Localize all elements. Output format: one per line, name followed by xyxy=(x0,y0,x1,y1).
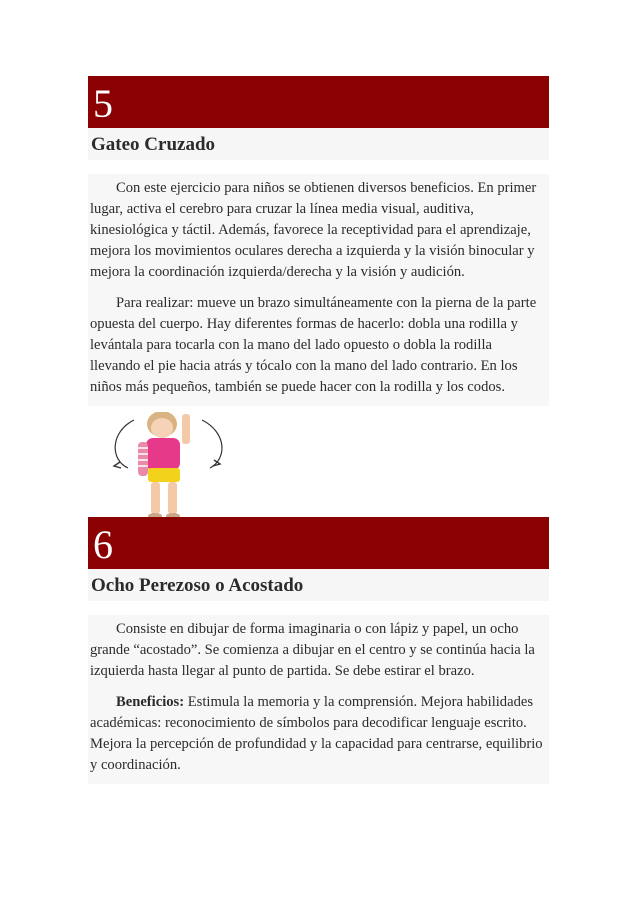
benefits-label: Beneficios: xyxy=(116,694,185,710)
section-body xyxy=(88,174,549,406)
section-ocho-perezoso xyxy=(88,517,549,784)
benefits-paragraph xyxy=(90,692,543,776)
section-gateo-cruzado xyxy=(88,76,549,520)
section-number-banner: 6 xyxy=(88,517,549,569)
section-title: Ocho Perezoso o Acostado xyxy=(88,569,549,601)
section-body xyxy=(88,615,549,784)
section-number-banner: 5 xyxy=(88,76,549,128)
paragraph: Con este ejercicio para niños se obtienen diversos beneficios. En primer lugar, activa el cerebro para cruzar la línea media visual, auditiva, kinesiológica y táctil. Además, favorece la receptividad para el aprendizaje, mejora los movimientos oculares derecha a izquierda y la visión binocular y mejora la coordinación izquierda/derecha y la visión y audición. xyxy=(90,180,537,280)
paragraph: Consiste en dibujar de forma imaginaria o con lápiz y papel, un ocho grande “acostado”. Se comienza a dibujar en el centro y se continúa hacia la izquierda hasta llegar al punto de partida. Se debe estirar el brazo. xyxy=(90,621,535,679)
section-title: Gateo Cruzado xyxy=(88,128,549,160)
child-cross-crawl-illustration xyxy=(106,412,230,520)
paragraph: Para realizar: mueve un brazo simultáneamente con la pierna de la parte opuesta del cuerpo. Hay diferentes formas de hacerlo: dobla una rodilla y levántala para tocarla con la mano del lado opuesto o dobla la rodilla llevando el pie hacia atrás y tócalo con la mano del lado contrario. En los niños más pequeños, también se puede hacer con la rodilla y los codos. xyxy=(90,295,537,395)
benefits-text: Estimula la memoria y la comprensión. Mejora habilidades académicas: reconocimiento de símbolos para decodificar lenguaje escrito. Mejora la percepción de profundidad y la capacidad para centrarse, equilibrio y coordinación. xyxy=(90,694,543,773)
